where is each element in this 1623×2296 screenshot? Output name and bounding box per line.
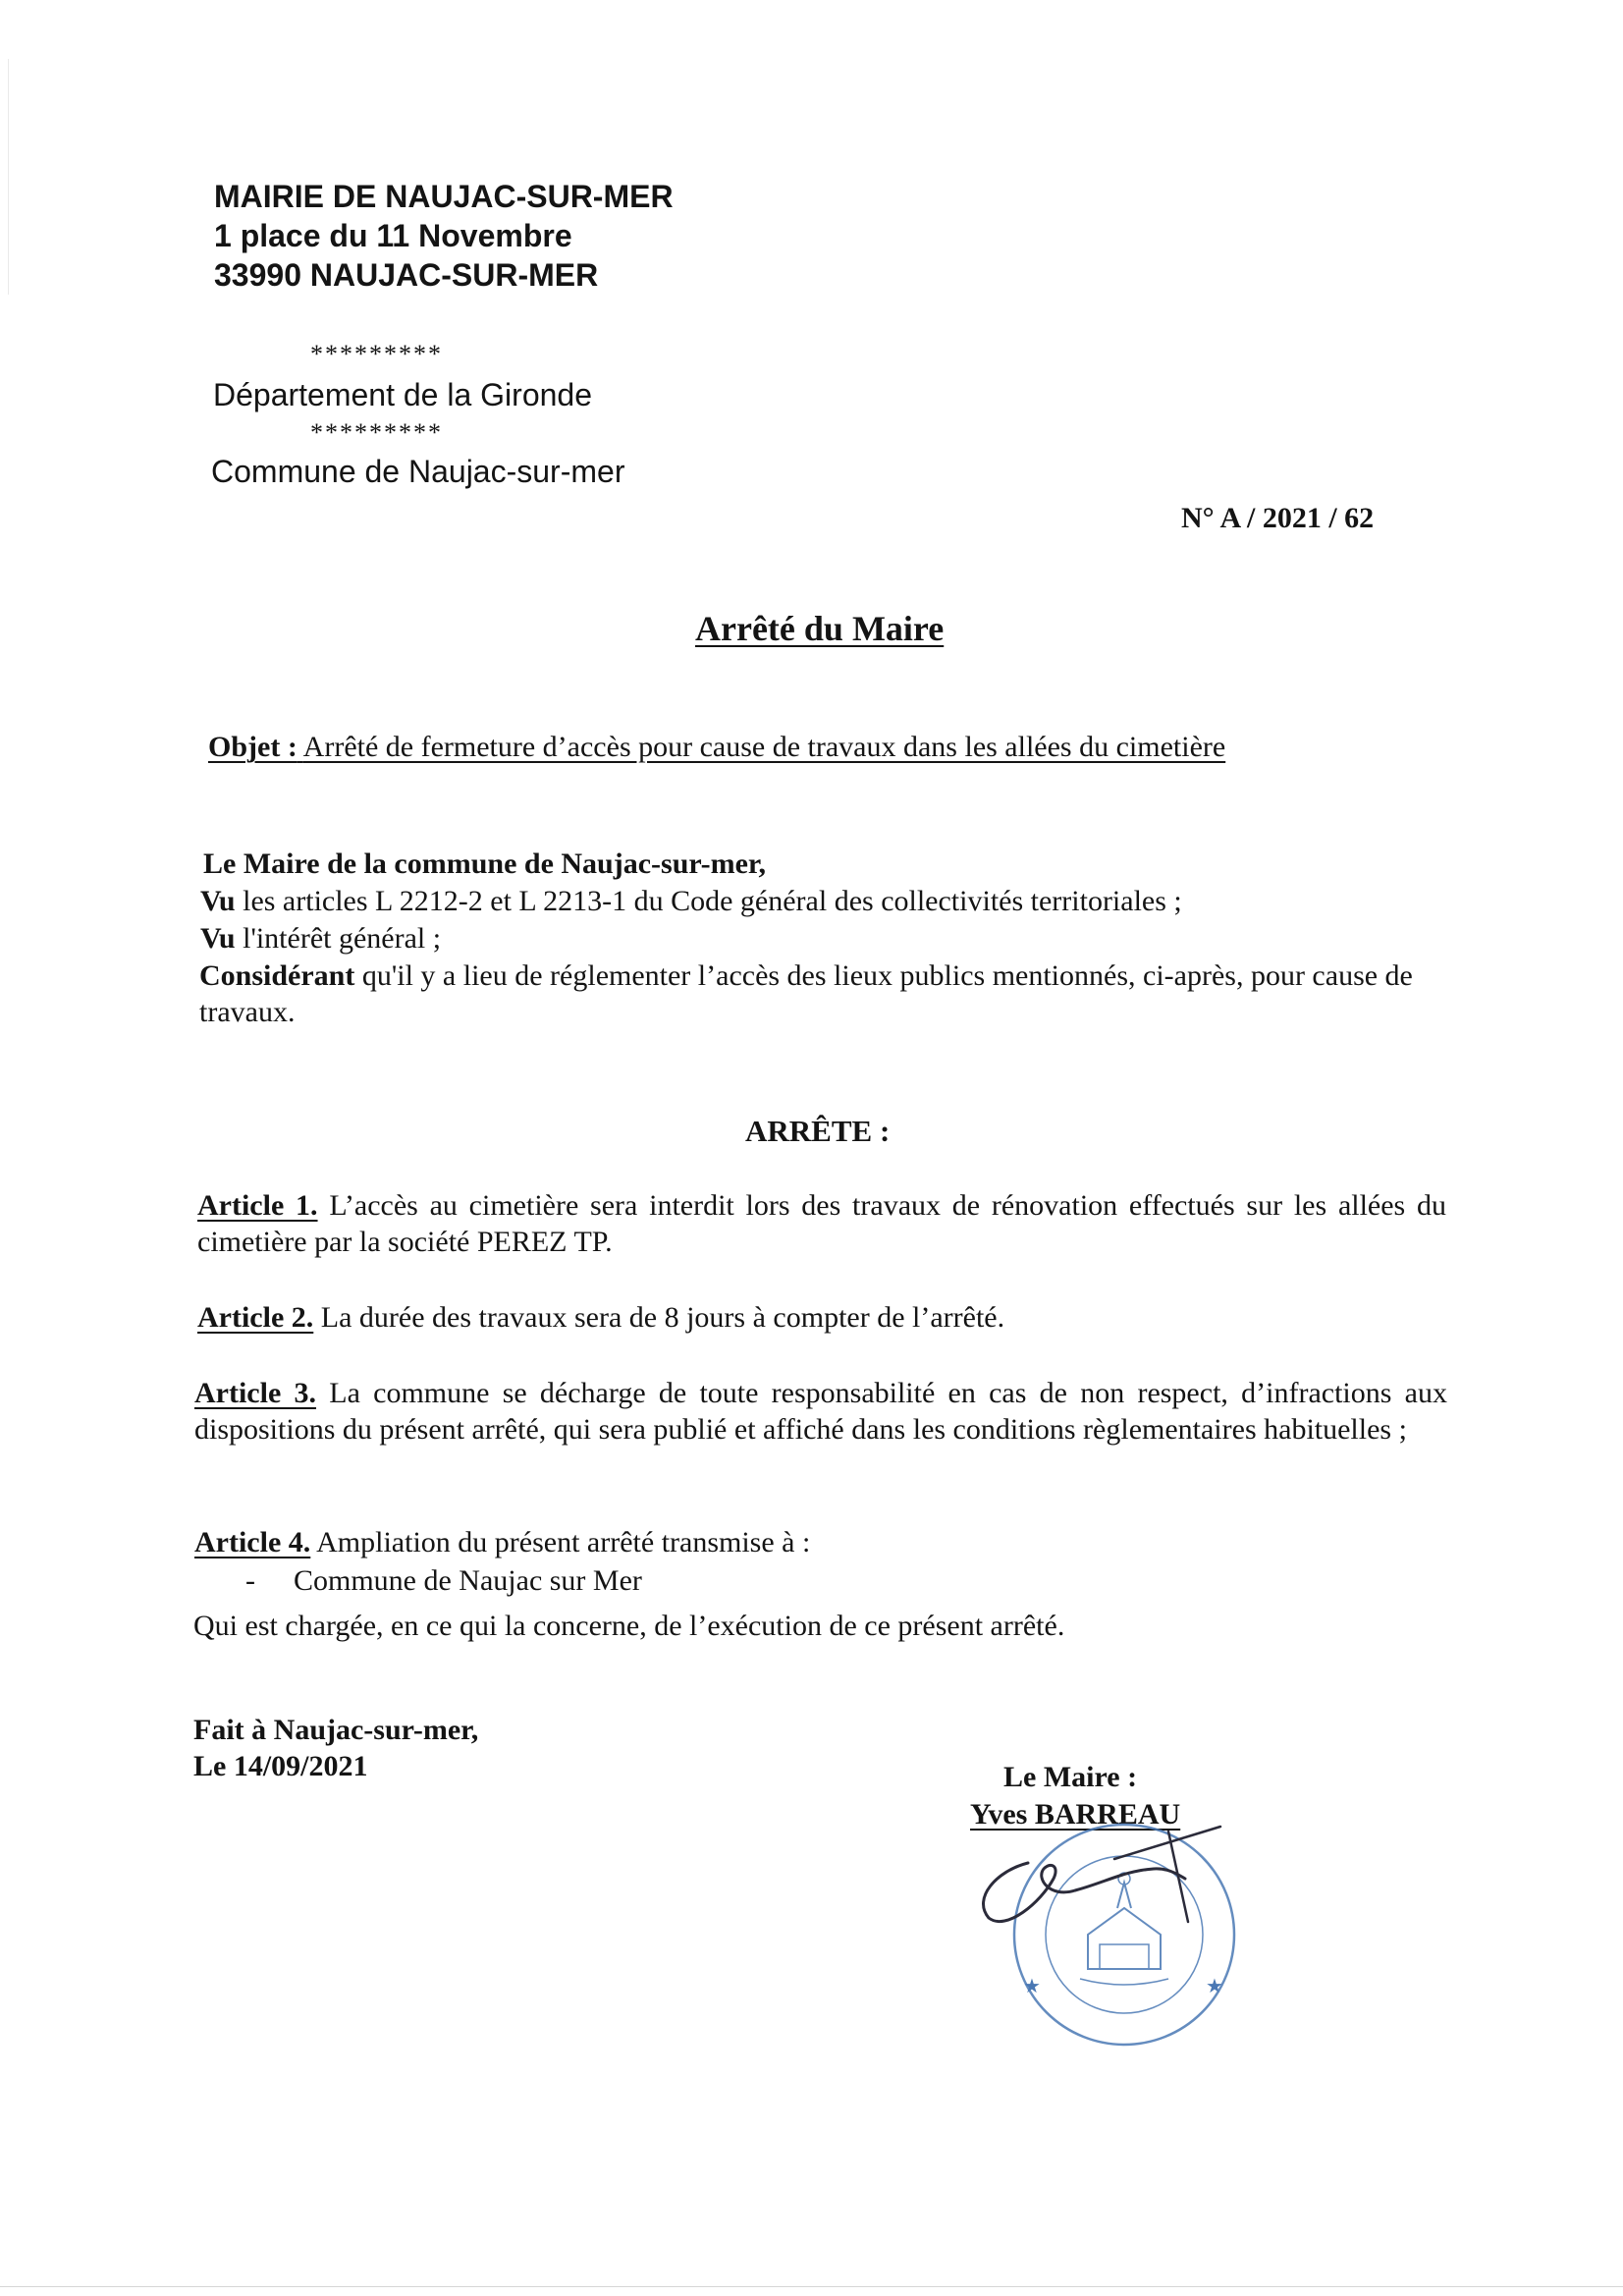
letterhead-street: 1 place du 11 Novembre — [214, 218, 572, 253]
article-3-text: La commune se décharge de toute responsabilité en cas de non respect, d’infractions aux dispositions du présent arrêté, qui sera publié et affiché dans les conditions règlementaires habituelles ; — [194, 1377, 1447, 1446]
separator-stars-top: ********* — [310, 340, 443, 368]
signatory-role: Le Maire : — [1003, 1761, 1138, 1793]
handwritten-signature — [967, 1822, 1262, 1935]
article-4 — [194, 1524, 1446, 1560]
stamp-star-icon-right: ★ — [1206, 1974, 1223, 1997]
signature-stroke-main — [984, 1863, 1185, 1922]
article-4-closing: Qui est chargée, en ce qui la concerne, de l’exécution de ce présent arrêté. — [193, 1610, 1065, 1642]
commune-line: Commune de Naujac-sur-mer — [211, 454, 625, 489]
objet-text: Arrêté de fermeture d’accès pour cause de travaux dans les allées du cimetière — [302, 731, 1226, 763]
article-1 — [197, 1187, 1446, 1260]
preamble-considerant — [199, 957, 1444, 1030]
article-1-text: L’accès au cimetière sera interdit lors des travaux de rénovation effectués sur les allées du cimetière par la société PEREZ TP. — [197, 1189, 1447, 1258]
considerant-label: Considérant — [199, 959, 355, 992]
signatory-name: Yves BARREAU — [970, 1798, 1181, 1831]
stamp-building-door — [1100, 1944, 1149, 1969]
stamp-star-icon-left: ★ — [1023, 1974, 1041, 1997]
article-4-list-dash: - — [245, 1564, 255, 1597]
separator-stars-bottom: ********* — [310, 418, 443, 447]
signoff-date: Le 14/09/2021 — [193, 1750, 368, 1782]
arrete-heading: ARRÊTE : — [745, 1114, 891, 1148]
signoff-place: Fait à Naujac-sur-mer, — [193, 1714, 479, 1746]
objet-line — [208, 731, 1225, 764]
vu-label: Vu — [200, 922, 236, 955]
scan-edge-mark — [8, 59, 9, 295]
considerant-text: qu'il y a lieu de réglementer l’accès des lieux publics mentionnés, ci-après, pour cause de travaux. — [199, 959, 1413, 1028]
article-2 — [197, 1299, 1449, 1336]
preamble-intro: Le Maire de la commune de Naujac-sur-mer, — [203, 847, 766, 880]
decree-number: N° A / 2021 / 62 — [1181, 502, 1375, 534]
article-4-list-item: Commune de Naujac sur Mer — [294, 1564, 642, 1597]
page-title: Arrêté du Maire — [695, 609, 945, 648]
article-1-label: Article 1. — [197, 1189, 318, 1222]
article-4-label: Article 4. — [194, 1526, 311, 1558]
objet-label: Objet : — [208, 731, 298, 763]
stamp-ground-line — [1080, 1979, 1168, 1985]
preamble-vu-articles — [200, 883, 1182, 919]
article-3-label: Article 3. — [194, 1377, 317, 1409]
article-2-label: Article 2. — [197, 1301, 314, 1334]
departement-line: Département de la Gironde — [213, 377, 592, 412]
signature-stroke-vertical — [1168, 1831, 1188, 1922]
vu-interet-text: l'intérêt général ; — [243, 922, 442, 955]
page-bottom-line — [0, 2286, 1623, 2287]
vu-label: Vu — [200, 885, 236, 917]
article-2-text: La durée des travaux sera de 8 jours à compter de l’arrêté. — [320, 1301, 1005, 1334]
article-3 — [194, 1375, 1447, 1448]
article-4-text: Ampliation du présent arrêté transmise à : — [316, 1526, 811, 1558]
letterhead-name: MAIRIE DE NAUJAC-SUR-MER — [214, 179, 674, 214]
letterhead-city: 33990 NAUJAC-SUR-MER — [214, 257, 599, 293]
preamble-vu-interet — [200, 920, 441, 957]
vu-articles-text: les articles L 2212-2 et L 2213-1 du Code général des collectivités territoriales ; — [243, 885, 1182, 917]
